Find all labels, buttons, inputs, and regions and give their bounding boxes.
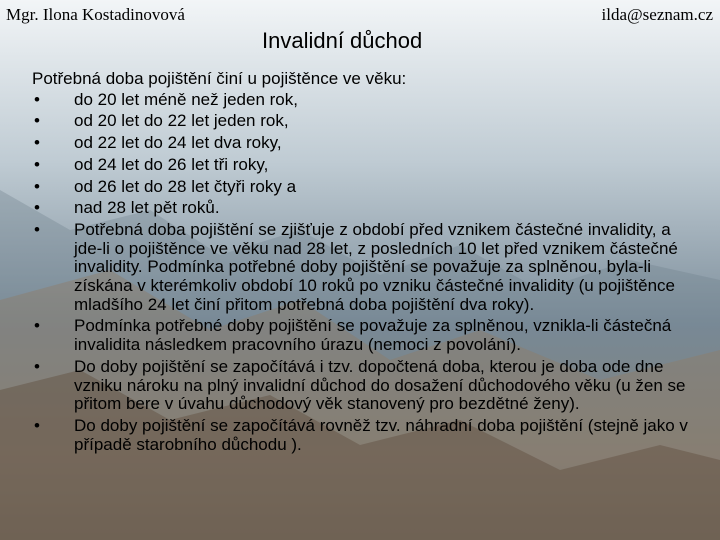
- bullet-icon: •: [34, 219, 40, 239]
- author-name: Mgr. Ilona Kostadinovová: [6, 5, 185, 24]
- list-item: [32, 156, 696, 175]
- list-item-text: Do doby pojištění se započítává i tzv. dopočtená doba, kterou je doba ode dne vzniku nároku na plný invalidní důchod do dosažení důchodového věku (u žen se přitom bere v úvahu důchodový věk stanovený pro bezdětné ženy).: [74, 356, 686, 414]
- bullet-icon: •: [34, 111, 40, 131]
- bullet-icon: •: [34, 316, 40, 336]
- list-item: [32, 178, 696, 197]
- bullet-icon: •: [34, 176, 40, 196]
- list-item-text: Do doby pojištění se započítává rovněž tzv. náhradní doba pojištění (stejně jako v případě starobního důchodu ).: [74, 415, 688, 454]
- author-email: ilda@seznam.cz: [601, 5, 713, 24]
- list-item-text: nad 28 let pět roků.: [74, 198, 220, 218]
- slide-content: [32, 70, 696, 457]
- list-item-text: Potřebná doba pojištění se zjišťuje z období před vznikem částečné invalidity, a jde-li o pojištěnce ve věku nad 28 let, z posledních 10 let před vznikem částečné invalidity. Podmínka potřebné doby pojištění se považuje za splněnou, byla-li získána v kterémkoliv období 10 roků po vzniku částečné invalidity (u pojištěnce mladšího 24 let činí přitom potřebná doba pojištění dva roky).: [74, 219, 678, 314]
- list-item: [32, 91, 696, 110]
- bullet-icon: •: [34, 89, 40, 109]
- list-item: [32, 199, 696, 218]
- intro-text: Potřebná doba pojištění činí u pojištěnce ve věku:: [32, 69, 407, 88]
- bullet-list: [32, 91, 696, 455]
- bullet-icon: •: [34, 415, 40, 435]
- list-item: [32, 417, 696, 454]
- list-item: [32, 221, 696, 315]
- bullet-icon: •: [34, 133, 40, 153]
- list-item-text: od 22 let do 24 let dva roky,: [74, 133, 282, 153]
- list-item: [32, 134, 696, 153]
- list-item-text: do 20 let méně než jeden rok,: [74, 89, 298, 109]
- list-item: [32, 317, 696, 354]
- list-item: [32, 358, 696, 414]
- bullet-icon: •: [34, 356, 40, 376]
- bullet-icon: •: [34, 198, 40, 218]
- slide-title: Invalidní důchod: [262, 28, 423, 53]
- list-item: [32, 112, 696, 131]
- list-item-text: od 24 let do 26 let tři roky,: [74, 154, 269, 174]
- bullet-icon: •: [34, 154, 40, 174]
- list-item-text: od 26 let do 28 let čtyři roky a: [74, 176, 297, 196]
- list-item-text: Podmínka potřebné doby pojištění se považuje za splněnou, vznikla-li částečná invalidita následkem pracovního úrazu (nemoci z povolání).: [74, 316, 672, 355]
- list-item-text: od 20 let do 22 let jeden rok,: [74, 111, 289, 131]
